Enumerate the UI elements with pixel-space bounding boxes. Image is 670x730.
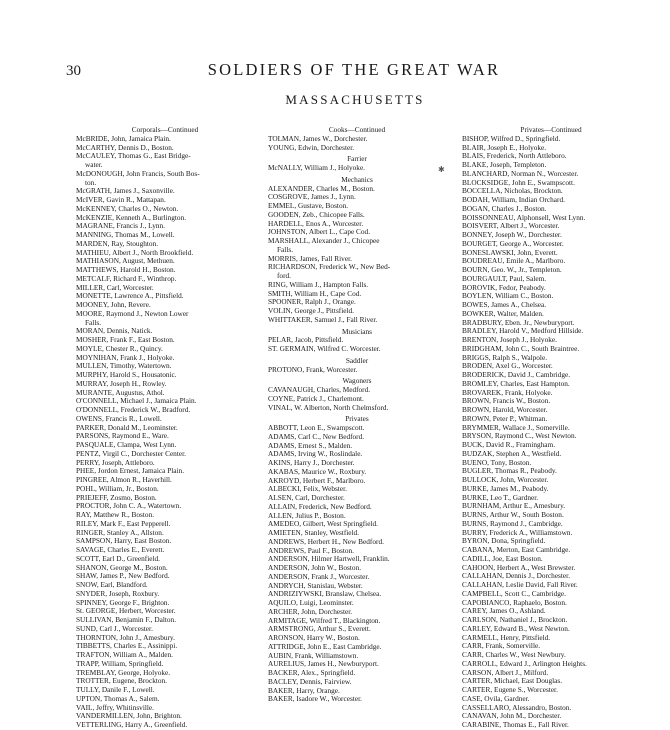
roster-entry: BURNS, Arthur W., South Boston.	[462, 511, 564, 519]
roster-entry: THORNTON, John J., Amesbury.	[76, 633, 175, 642]
roster-entry: BOYLEN, William C., Boston.	[462, 292, 554, 301]
roster-entry: BONESLAWSKI, John, Everett.	[462, 248, 558, 257]
roster-entry: ALSEN, Carl, Dorchester.	[268, 494, 345, 502]
roster-entry: BLANCHARD, Norman N., Worcester.	[462, 169, 579, 178]
roster-entry: PROCTOR, John C. A., Watertown.	[76, 502, 182, 511]
section-heading: Privates	[345, 414, 369, 424]
roster-entry: SCOTT, Earl D., Greenfield.	[76, 554, 160, 563]
roster-entry: BRODERICK, David J., Cambridge.	[462, 371, 571, 379]
roster-entry: PRIEJEFF, Zosmo, Boston.	[76, 493, 157, 502]
roster-entry: BOUDREAU, Emile A., Marlboro.	[462, 257, 566, 266]
roster-entry: CAPOBIANCO, Raphaelo, Boston.	[462, 598, 567, 607]
column-3	[462, 126, 640, 730]
section-heading: Mechanics	[341, 174, 373, 184]
roster-entry: BURRY, Frederick A., Williamstown.	[462, 528, 573, 537]
column-2	[268, 126, 446, 704]
roster-entry: SHANON, George M., Boston.	[76, 563, 168, 572]
roster-entry: VOLIN, George J., Pittsfield.	[268, 307, 354, 315]
roster-entry: SPINNEY, George F., Brighton.	[76, 598, 170, 607]
roster-entry: ANDERSON, Frank J., Worcester.	[268, 572, 370, 581]
roster-entry: ABBOTT, Leon E., Swampscott.	[268, 424, 365, 432]
roster-entry: CABANA, Merton, East Cambridge.	[462, 546, 571, 554]
page-number: 30	[66, 63, 81, 79]
roster-entry: WHITTAKER, Samuel J., Fall River.	[268, 315, 378, 324]
roster-entry: ARMITAGE, Wilfred T., Blackington.	[268, 616, 381, 625]
roster-entry: TOLMAN, James W., Dorchester.	[268, 134, 368, 143]
roster-entry: SULLIVAN, Benjamin F., Dalton.	[76, 616, 177, 624]
roster-entry: CAHOON, Herbert A., West Brewster.	[462, 563, 576, 572]
roster-entry: ALLEN, Julius P., Boston.	[268, 511, 346, 520]
roster-entry: MORAN, Dennis, Natick.	[76, 327, 153, 336]
roster-entry: CARLSON, Nathaniel J., Brockton.	[462, 616, 568, 624]
roster-entry: AUBIN, Frank, Williamstown.	[268, 651, 359, 660]
roster-entry-continuation: ton.	[85, 178, 97, 187]
roster-entry: BISHOP, Wilfred D., Springfield.	[462, 134, 561, 143]
roster-entry: McCAULEY, Thomas G., East Bridge-	[76, 152, 191, 161]
roster-entry: TRAPP, William, Springfield.	[76, 659, 164, 668]
roster-entry-continuation: ford.	[277, 272, 291, 280]
roster-entry: CARR, Frank, Somerville.	[462, 642, 541, 651]
roster-entry: MOYNIHAN, Frank J., Holyoke.	[76, 353, 175, 362]
roster-entry: CARMELL, Henry, Pittsfield.	[462, 633, 551, 642]
roster-entry: PARKER, Donald M., Leominster.	[76, 423, 178, 432]
roster-entry: BROWN, Harold, Worcester.	[462, 406, 548, 414]
roster-entry: VINAL, W. Alberton, North Chelmsford.	[268, 403, 389, 412]
roster-entry: PERRY, Joseph, Attleboro.	[76, 458, 155, 467]
roster-entry: BONNEY, Joseph W., Dorchester.	[462, 231, 562, 239]
roster-entry: SHAW, James P., New Bedford.	[76, 572, 170, 581]
roster-entry: BOURGET, George A., Worcester.	[462, 239, 564, 248]
roster-entry: BYRON, Dona, Springfield.	[462, 537, 546, 546]
roster-entry: MATHIEU, Albert J., North Brookfield.	[76, 248, 194, 257]
section-heading: Privates—Continued	[520, 125, 582, 134]
section-heading: Farrier	[347, 154, 367, 164]
roster-entry: MONETTE, Lawrence A., Pittsfield.	[76, 292, 184, 301]
roster-entry: AKABAS, Maurice W., Roxbury.	[268, 467, 367, 476]
roster-entry: McBRIDE, John, Jamaica Plain.	[76, 134, 171, 143]
roster-entry: MOORE, Raymond J., Newton Lower	[76, 309, 189, 318]
roster-entry: GOODEN, Zeb., Chicopee Falls.	[268, 210, 365, 219]
roster-entry: BUDZAK, Stephen A., Westfield.	[462, 449, 562, 458]
roster-entry: ANDRYCH, Stanislau, Webster.	[268, 581, 363, 590]
roster-entry: MATTHEWS, Harold H., Boston.	[76, 266, 176, 274]
roster-entry: PARSONS, Raymond E., Ware.	[76, 432, 169, 441]
roster-entry: MOYLE, Chester R., Quincy.	[76, 344, 163, 353]
roster-entry: CARABINE, Thomas E., Fall River.	[462, 721, 569, 729]
roster-entry: BUENO, Tony, Boston.	[462, 458, 532, 467]
roster-entry: OWENS, Francis R., Lowell.	[76, 414, 162, 423]
roster-entry: BAKER, Harry, Orange.	[268, 686, 340, 695]
roster-entry: HARDELL, Enos A., Worcester.	[268, 219, 364, 228]
roster-entry: BRIDGHAM, John C., South Braintree.	[462, 344, 580, 353]
roster-entry: COSGROVE, James J., Lynn.	[268, 193, 356, 202]
roster-entry: ARCHER, John, Dorchester.	[268, 607, 353, 616]
roster-entry: ALBECKI, Felix, Webster.	[268, 485, 347, 494]
roster-entry: BURNS, Raymond J., Cambridge.	[462, 519, 563, 528]
roster-entry: ANDERSON, John W., Boston.	[268, 564, 362, 572]
roster-entry: BULLOCK, John, Worcester.	[462, 476, 549, 484]
roster-entry: BOROVIK, Fedor, Peabody.	[462, 283, 546, 292]
roster-entry: CARLEY, Edward B., West Newton.	[462, 624, 570, 633]
roster-entry: ANDERSON, Hilmer Hartwell, Franklin.	[268, 555, 390, 564]
roster-entry: BOISVERT, Albert J., Worcester.	[462, 222, 560, 231]
roster-entry: SNOW, Earl, Blandford.	[76, 581, 148, 589]
roster-entry: BROWN, Peter P., Whitman.	[462, 414, 548, 423]
roster-entry: CASSELLARO, Alessandro, Boston.	[462, 703, 572, 712]
roster-entry: AMEDEO, Gilbert, West Springfield.	[268, 520, 378, 529]
roster-entry: JOHNSTON, Albert L., Cape Cod.	[268, 228, 371, 237]
roster-entry: RICHARDSON, Frederick W., New Bed-	[268, 263, 391, 272]
roster-entry: BRODEN, Axel G., Worcester.	[462, 362, 553, 371]
roster-entry: BLAIR, Joseph E., Holyoke.	[462, 143, 547, 152]
roster-entry: BOGAN, Charles J., Boston.	[462, 204, 547, 213]
roster-entry: SNYDER, Joseph, Roxbury.	[76, 589, 160, 598]
roster-entry: BOURGAULT, Paul, Salem.	[462, 274, 547, 283]
roster-entry: CADILL, Joe, East Boston.	[462, 554, 543, 563]
roster-entry: BOURN, Geo. W., Jr., Templeton.	[462, 266, 562, 274]
column-1	[76, 126, 254, 730]
roster-entry: TULLY, Danile F., Lowell.	[76, 686, 155, 694]
roster-entry: BURNHAM, Arthur E., Amesbury.	[462, 502, 566, 511]
roster-entry: MATHIASON, August, Methuen.	[76, 257, 175, 266]
roster-entry: YOUNG, Edwin, Dorchester.	[268, 143, 355, 152]
roster-entry: BROMLEY, Charles, East Hampton.	[462, 379, 570, 388]
roster-entry: ALEXANDER, Charles M., Boston.	[268, 184, 375, 193]
section-heading: Saddler	[345, 355, 369, 365]
section-heading: Wagoners	[342, 376, 372, 386]
roster-entry: EMMEL, Gustave, Boston.	[268, 202, 349, 210]
roster-entry: BRIGGS, Ralph S., Walpole.	[462, 353, 548, 362]
roster-entry: PENTZ, Virgil C., Dorchester Center.	[76, 449, 186, 458]
roster-entry: CALLAHAN, Leslie David, Fall River.	[462, 581, 578, 589]
roster-entry: CAMPBELL, Scott C., Cambridge.	[462, 589, 566, 598]
roster-entry: TROTTER, Eugene, Brockton.	[76, 677, 167, 686]
roster-entry: SMITH, William H., Cape Cod.	[268, 289, 362, 298]
roster-entry: TRAFTON, William A., Malden.	[76, 651, 173, 659]
roster-entry: MANNING, Thomas M., Lowell.	[76, 231, 175, 239]
roster-entry: BURKE, Leo T., Gardner.	[462, 493, 539, 502]
roster-entry: MURRAY, Joseph H., Rowley.	[76, 379, 167, 388]
roster-entry: AMIETEN, Stanley, Westfield.	[268, 529, 360, 537]
roster-entry: POHL, William, Jr., Boston.	[76, 484, 159, 493]
roster-entry: CANAVAN, John M., Dorchester.	[462, 712, 562, 721]
roster-entry: MILLER, Carl, Worcester.	[76, 283, 154, 292]
roster-entry: MARSHALL, Alexander J., Chicopee	[268, 237, 380, 245]
roster-entry: PELAR, Jacob, Pittsfield.	[268, 336, 344, 345]
section-heading: Corporals—Continued	[131, 125, 199, 134]
roster-entry: McDONOUGH, John Francis, South Bos-	[76, 169, 200, 178]
roster-entry: CARTER, Michael, East Douglas.	[462, 677, 563, 686]
roster-entry: COYNE, Patrick J., Charlemont.	[268, 394, 364, 403]
roster-entry: PHEE, Jordon Ernest, Jamaica Plain.	[76, 467, 185, 476]
roster-entry: RING, William J., Hampton Falls.	[268, 280, 369, 289]
roster-entry: BUCK, David R., Framingham.	[462, 441, 556, 449]
roster-entry: VAIL, Jeffry, Whitinsville.	[76, 703, 154, 712]
roster-entry: CARSON, Albert J., Milford.	[462, 668, 549, 677]
roster-entry: AKINS, Harry J., Dorchester.	[268, 459, 355, 467]
state-heading: MASSACHUSETTS	[285, 92, 425, 107]
roster-entry: ADAMS, Carl C., New Bedford.	[268, 432, 365, 441]
roster-entry: METCALF, Richard F., Winthrop.	[76, 274, 177, 283]
roster-entry: BRYSON, Raymond C., West Newton.	[462, 432, 577, 441]
roster-entry: BRADBURY, Eben. Jr., Newburyport.	[462, 318, 575, 327]
roster-entry: CAVANAUGH, Charles, Medford.	[268, 386, 371, 394]
section-heading: Cooks—Continued	[328, 125, 386, 134]
roster-entry: McGRATH, James J., Saxonville.	[76, 187, 175, 196]
roster-entry: O'DONNELL, Frederick W., Bradford.	[76, 406, 191, 414]
roster-entry: MOSHER, Frank F., East Boston.	[76, 336, 175, 344]
roster-entry: McKENZIE, Kenneth A., Burlington.	[76, 213, 187, 222]
roster-entry: SAMPSON, Harry, East Boston.	[76, 537, 172, 546]
roster-entry: BLAIS, Frederick, North Attleboro.	[462, 152, 567, 161]
roster-entry: CARROLL, Edward J., Arlington Heights.	[462, 659, 587, 668]
roster-entry: MORRIS, James, Fall River.	[268, 254, 352, 263]
roster-entry: BLOCKSIDGE, John E., Swampscott.	[462, 178, 575, 187]
roster-entry: PROTONO, Frank, Worcester.	[268, 365, 358, 374]
roster-entry: BLAKE, Joseph, Templeton.	[462, 161, 547, 169]
roster-entry: AURELIUS, James H., Newburyport.	[268, 660, 379, 669]
roster-entry: CASE, Ovila, Gardner.	[462, 694, 530, 703]
section-heading: Musicians	[342, 326, 372, 336]
roster-entry: VETTERLING, Harry A., Greenfield.	[76, 721, 188, 729]
roster-entry: SAVAGE, Charles E., Everett.	[76, 546, 165, 554]
roster-entry: McKENNEY, Charles O., Newton.	[76, 204, 179, 213]
roster-entry: BRADLEY, Harold V., Medford Hillside.	[462, 327, 584, 336]
roster-entry: BOWKER, Walter, Malden.	[462, 309, 544, 318]
roster-entry: MURANTE, Augustus, Athol.	[76, 388, 165, 397]
roster-entry: VANDERMILLEN, John, Brighton.	[76, 712, 182, 721]
roster-entry: BROWN, Francis W., Boston.	[462, 397, 551, 406]
roster-entry: BUGLER, Thomas R., Peabody.	[462, 467, 557, 476]
page-title: SOLDIERS OF THE GREAT WAR	[207, 60, 501, 79]
roster-entry: ST. GERMAIN, Wilfred C. Worcester.	[268, 345, 381, 353]
roster-entry: RILEY, Mark F., East Pepperell.	[76, 519, 171, 528]
roster-entry: BROVAREK, Frank, Holyoke.	[462, 388, 553, 397]
roster-entry: CALLAHAN, Dennis J., Dorchester.	[462, 572, 571, 581]
roster-entry: AKROYD, Herbert F., Marlboro.	[268, 476, 366, 485]
roster-entry: McCARTHY, Dennis D., Boston.	[76, 143, 174, 152]
roster-entry: UPTON, Thomas A., Salem.	[76, 694, 160, 703]
roster-entry: BRYMMER, Wallace J., Somerville.	[462, 423, 570, 432]
roster-entry: BURKE, James M., Peabody.	[462, 484, 549, 493]
roster-entry: AQUILO, Luigi, Leominster.	[268, 599, 354, 607]
roster-entry: BOISSONNEAU, Alphonsell, West Lynn.	[462, 213, 586, 222]
roster-entry: PASQUALE, Clampa, West Lynn.	[76, 441, 177, 449]
roster-entry: McNALLY, William J., Holyoke.	[268, 164, 366, 172]
roster-entry: BACLEY, Dennis, Fairview.	[268, 677, 352, 686]
margin-mark: ✱	[438, 165, 445, 174]
roster-entry: BAKER, Isadore W., Worcester.	[268, 695, 362, 704]
roster-entry: ALLAIN, Frederick, New Bedford.	[268, 502, 372, 511]
roster-entry: BOWES, James A., Chelsea.	[462, 301, 547, 309]
roster-entry: ANDREWS, Paul F., Boston.	[268, 546, 354, 555]
roster-entry: MURPHY, Harold S., Housatonic.	[76, 371, 177, 379]
roster-entry: BACKER, Alex., Springfield.	[268, 669, 356, 677]
roster-entry-continuation: water.	[85, 161, 103, 169]
roster-entry: St. GEORGE, Herbert, Worcester.	[76, 607, 176, 616]
roster-entry-continuation: Falls.	[277, 245, 294, 254]
roster-entry: ADAMS, Ernest S., Malden.	[268, 441, 353, 450]
roster-entry: BRENTON, Joseph J., Holyoke.	[462, 336, 557, 344]
roster-entry: ARMSTRONG, Arthur S., Everett.	[268, 625, 371, 634]
roster-entry: TREMBLAY, George, Holyoke.	[76, 668, 171, 677]
roster-entry: SUND, Carl J., Worcester.	[76, 624, 153, 633]
roster-entry: BOCCELLA, Nicholas, Brockton.	[462, 187, 563, 196]
roster-entry: RAY, Matthew R., Boston.	[76, 511, 155, 519]
roster-entry: MULLEN, Timothy, Watertown.	[76, 362, 172, 371]
roster-entry: ANDREWS, Herbert H., New Bedford.	[268, 537, 384, 546]
roster-entry: MAGRANE, Francis J., Lynn.	[76, 222, 165, 231]
roster-entry: ATTRIDGE, John E., East Cambridge.	[268, 642, 382, 651]
roster-entry: McIVER, Gavin R., Mattapan.	[76, 196, 166, 204]
roster-entry: ADAMS, Irving W., Roslindale.	[268, 450, 363, 459]
roster-entry: CARR, Charles W., West Newbury.	[462, 651, 566, 659]
roster-entry: PINGREE, Almon R., Haverhill.	[76, 476, 172, 484]
roster-entry: ANDRIZIYWSKI, Branslaw, Chelsea.	[268, 590, 382, 599]
roster-entry: CARTER, Eugene S., Worcester.	[462, 686, 558, 694]
roster-entry: SPOONER, Ralph J., Orange.	[268, 298, 356, 307]
roster-entry: MARDEN, Ray, Stoughton.	[76, 239, 159, 248]
roster-entry: ARONSON, Harry W., Boston.	[268, 634, 360, 642]
roster-entry: BODAH, William, Indian Orchard.	[462, 196, 565, 204]
roster-entry-continuation: Falls.	[85, 318, 102, 327]
roster-entry: MOONEY, John, Revere.	[76, 301, 151, 309]
roster-entry: CAREY, James O., Ashland.	[462, 607, 546, 616]
roster-entry: RINGER, Stanley A., Allston.	[76, 528, 164, 537]
roster-entry: O'CONNELL, Michael J., Jamaica Plain.	[76, 397, 197, 406]
roster-entry: TIBBETTS, Charles E., Assinippi.	[76, 642, 178, 651]
